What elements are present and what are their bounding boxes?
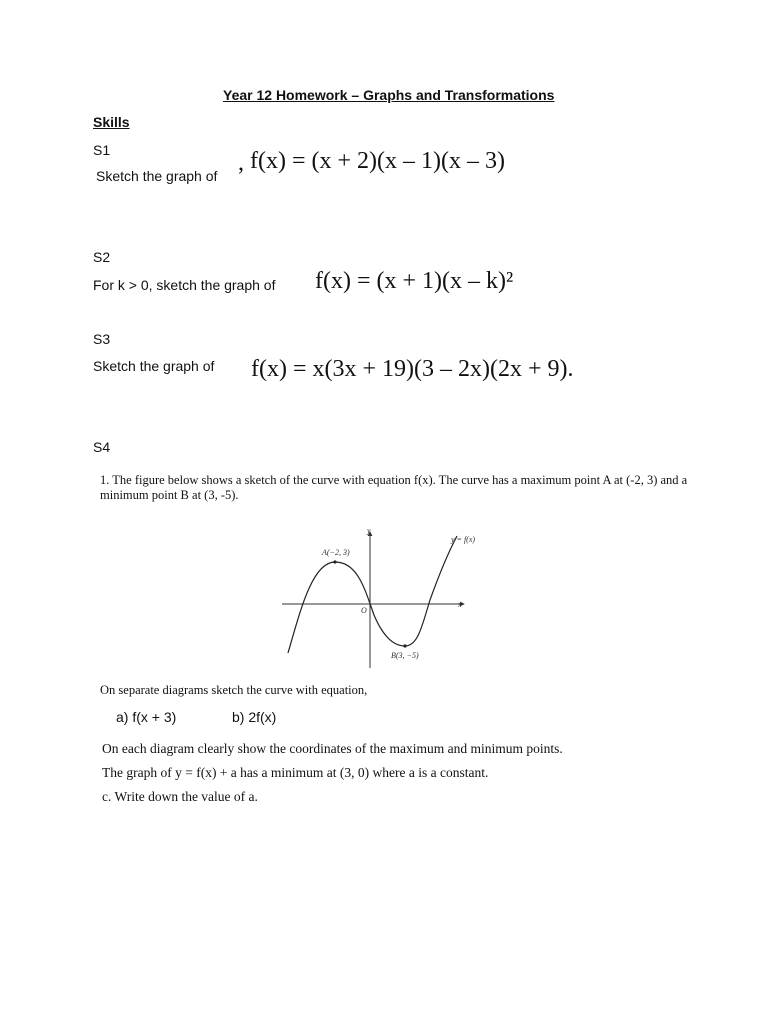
min-point (403, 644, 406, 647)
curve-label: y = f(x) (451, 535, 475, 544)
s1-equation: f(x) = (x + 2)(x – 1)(x – 3) (250, 148, 505, 174)
s1-label: S1 (93, 142, 111, 158)
s1-equation-prefix: , (238, 150, 244, 176)
s3-equation: f(x) = x(3x + 19)(3 – 2x)(2x + 9). (251, 356, 574, 382)
max-point (333, 560, 336, 563)
max-point-label: A(−2, 3) (322, 548, 350, 557)
separate-diagrams-text: On separate diagrams sketch the curve with equation, (100, 683, 368, 697)
s3-label: S3 (93, 331, 111, 347)
page-title: Year 12 Homework – Graphs and Transformations (223, 87, 555, 103)
part-b: b) 2f(x) (232, 709, 277, 725)
show-coords-text: On each diagram clearly show the coordinates of the maximum and minimum points. (102, 741, 563, 756)
x-axis-label: x (458, 600, 462, 609)
s4-question: 1. The figure below shows a sketch of the curve with equation f(x). The curve has a maximum point A at (-2, 3) and a minimum point B at (3, -5). (100, 473, 688, 502)
s2-equation: f(x) = (x + 1)(x – k)² (315, 268, 514, 294)
cubic-curve-figure (275, 522, 475, 672)
part-a: a) f(x + 3) (116, 709, 177, 725)
graph-minimum-text: The graph of y = f(x) + a has a minimum at (3, 0) where a is a constant. (102, 765, 489, 780)
part-c: c. Write down the value of a. (102, 789, 258, 804)
skills-heading: Skills (93, 114, 130, 130)
origin-label: O (361, 606, 367, 615)
curve-path (288, 536, 457, 653)
s2-instruction: For k > 0, sketch the graph of (93, 277, 276, 293)
y-axis-label: y (367, 526, 371, 535)
min-point-label: B(3, −5) (391, 651, 419, 660)
s2-label: S2 (93, 249, 111, 265)
s3-instruction: Sketch the graph of (93, 358, 215, 374)
s1-instruction: Sketch the graph of (96, 168, 218, 184)
s4-label: S4 (93, 439, 111, 455)
